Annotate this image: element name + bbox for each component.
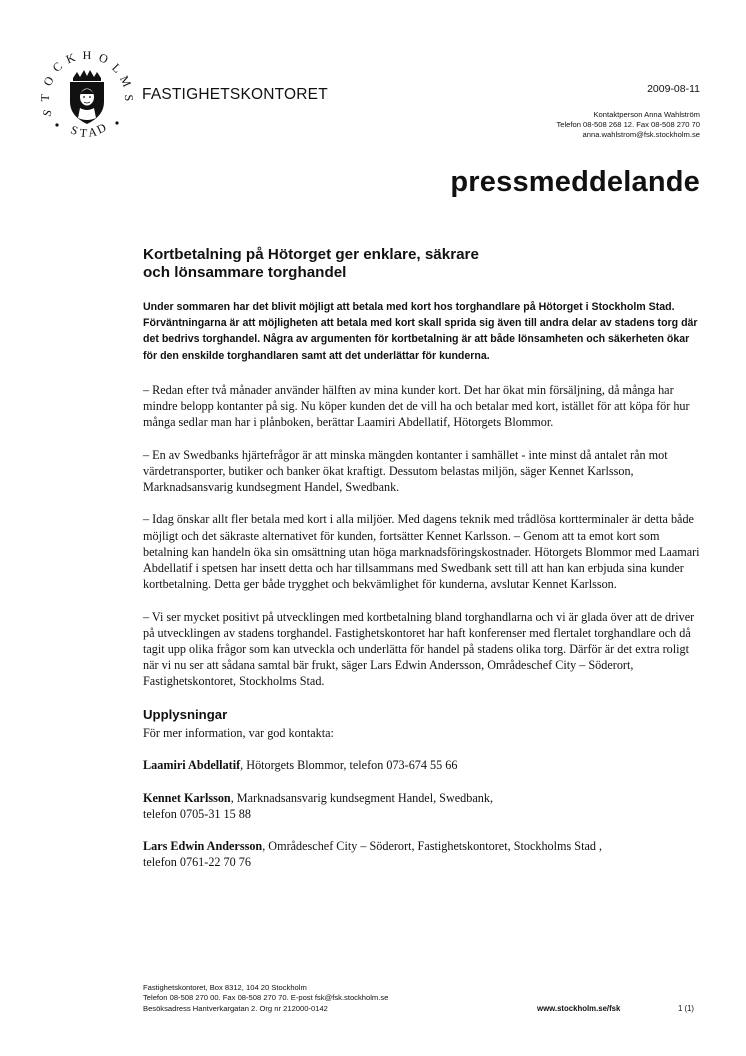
- contact-entry: [143, 757, 703, 773]
- footer-line: Telefon 08-508 270 00. Fax 08-508 270 70. E-post fsk@fsk.stockholm.se: [143, 993, 389, 1003]
- footer-website-link[interactable]: www.stockholm.se/fsk: [537, 1004, 621, 1013]
- svg-text:K: K: [63, 50, 78, 67]
- footer-line: Fastighetskontoret, Box 8312, 104 20 Stockholm: [143, 983, 307, 992]
- quote-paragraph-4: – Vi ser mycket positivt på utvecklingen med kortbetalning bland torghandlarna och vi är glada över att de driver på utvecklingen av stadens torghandel. Fastighetskontoret har haft konferenser med flertalet torghandlare och då tagit upp olika frågor som kan utveckla och underlätta för handel på stadens olika torg. Därför är det extra roligt när vi nu ser att sådana samtal bär frukt, säger Lars Edwin Andersson, Områdeschef City – Söderort, Fastighetskontoret, Stockholms Stad.: [143, 609, 695, 689]
- contact-email[interactable]: anna.wahlstrom@fsk.stockholm.se: [582, 130, 700, 139]
- svg-text:O: O: [40, 74, 57, 89]
- svg-text:C: C: [49, 59, 65, 75]
- contact-name: Lars Edwin Andersson: [143, 839, 263, 854]
- svg-text:A: A: [87, 124, 98, 140]
- svg-text:S: S: [39, 107, 55, 119]
- page-number: 1 (1): [678, 1004, 695, 1013]
- contact-name: Kennet Karlsson: [143, 790, 231, 805]
- contact-phone: Telefon 08-508 268 12. Fax 08-508 270 70: [556, 120, 700, 129]
- stockholm-logo: [37, 48, 137, 144]
- info-intro: För mer information, var god kontakta:: [143, 725, 334, 740]
- contact-entry: [143, 838, 703, 870]
- document-date: 2009-08-11: [647, 83, 700, 95]
- svg-text:D: D: [94, 120, 109, 137]
- lead-paragraph: Under sommaren har det blivit möjligt att betala med kort hos torghandlare på Hötorget i Stockholm Stad. Förväntningarna är att möjligheten att betala med kort skall sprida sig även till andra delar av stadens torg där det bedrivs torghandel. Några av argumenten för kortbetalning är att både lönsamheten och säkerheten ökar för den enskilde torghandlaren samt att det underlättar för kunderna.: [143, 301, 698, 362]
- contact-phone-line: telefon 0761-22 70 76: [143, 855, 251, 870]
- contact-block: [556, 110, 700, 140]
- quote-paragraph-3: – Idag önskar allt fler betala med kort i alla miljöer. Med dagens teknik med trådlösa kortterminaler är detta både möjligt och det säkraste alternativet för kunden, fortsätter Kennet Karlsson. – Genom att ta emot kort som betalning kan handeln öka sin omsättning utan höga marknadsföringskostnader. Hötorgets Blommor med Laamari Abdellatif i spetsen har insett detta och har tillsammans med Swedbank sett till att han kan erbjuda sina kunder kortbetalning. Detta ger både trygghet och bekvämlighet för kunderna, avslutar Kennet Karlsson.: [143, 512, 700, 592]
- svg-text:H: H: [82, 48, 92, 62]
- svg-text:M: M: [117, 73, 135, 90]
- info-heading: Upplysningar: [143, 706, 228, 722]
- svg-text:S: S: [68, 122, 80, 138]
- svg-text:S: S: [121, 94, 137, 102]
- contact-entry: [143, 790, 703, 822]
- svg-text:T: T: [79, 125, 88, 141]
- headline-line-2: och lönsammare torghandel: [143, 264, 347, 281]
- contact-details: , Marknadsansvarig kundsegment Handel, Swedbank,: [230, 790, 493, 805]
- contact-phone-line: telefon 0705-31 15 88: [143, 806, 251, 821]
- contact-name: Laamiri Abdellatif: [143, 758, 241, 773]
- footer-line: Besöksadress Hantverkargatan 2. Org nr 212000-0142: [143, 1003, 328, 1013]
- document-type: pressmeddelande: [450, 166, 700, 198]
- org-name: FASTIGHETSKONTORET: [142, 86, 328, 103]
- article: [143, 246, 703, 887]
- quote-paragraph-2: – En av Swedbanks hjärtefrågor är att minska mängden kontanter i samhället - inte minst då antalet rån mot värdetransporter, butiker och banker ökat kraftigt. Dessutom belastas miljön, säger Kennet Karlsson, Marknadsansvarig kundsegment Handel, Swedbank.: [143, 447, 668, 495]
- quote-paragraph-1: – Redan efter två månader använder hälften av mina kunder kort. Det har ökat min försäljning, då många har mindre belopp kontanter på sig. Nu köper kunden det de vill ha och betalar med kort, istället för att köpa för hur många sedlar man har i plånboken, berättar Laamiri Abdellatif, Hötorgets Blommor.: [143, 382, 690, 430]
- headline: [143, 246, 703, 282]
- svg-text:O: O: [96, 50, 111, 67]
- contact-details: , Områdeschef City – Söderort, Fastighetskontoret, Stockholms Stad ,: [262, 839, 603, 854]
- contact-person: Kontaktperson Anna Wahlström: [593, 110, 700, 119]
- svg-text:L: L: [109, 60, 125, 76]
- footer-address: [143, 983, 388, 1014]
- stockholm-seal-icon: [37, 48, 137, 144]
- contact-details: , Hötorgets Blommor, telefon 073-674 55 66: [240, 758, 458, 773]
- svg-text:T: T: [37, 93, 53, 102]
- headline-line-1: Kortbetalning på Hötorget ger enklare, säkrare: [143, 246, 479, 263]
